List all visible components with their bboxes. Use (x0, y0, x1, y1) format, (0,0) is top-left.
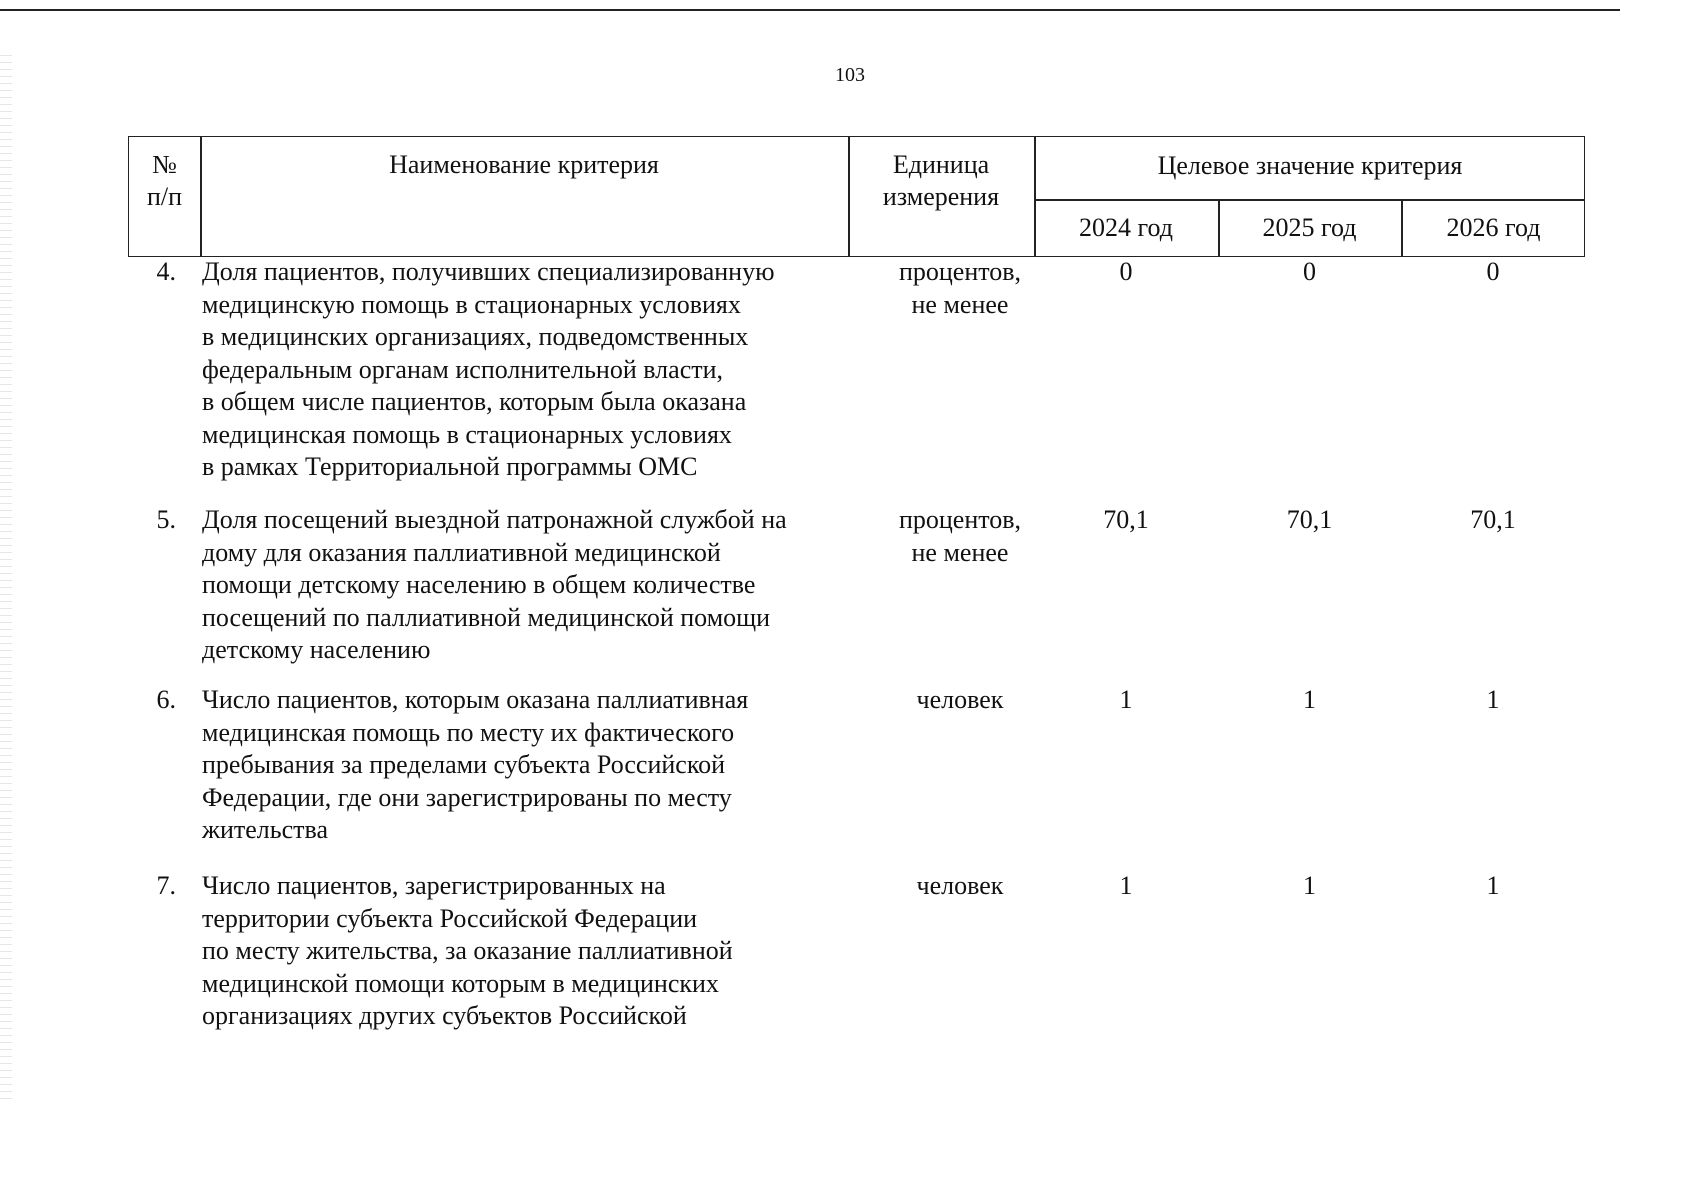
header-unit-line2: измерения (882, 182, 1000, 211)
row-number: 4. (156, 257, 176, 286)
row-value-2025: 0 (1303, 257, 1316, 286)
header-num (129, 149, 200, 213)
unit-line: процентов, (898, 257, 1022, 286)
row-value-2025: 1 (1303, 871, 1316, 900)
name-line: Число пациентов, зарегистрированных на (202, 871, 666, 900)
name-line: медицинская помощь в стационарных условиях (202, 419, 732, 449)
row-criterion-name (202, 256, 852, 484)
name-line: жительства (202, 815, 328, 844)
header-name: Наименование критерия (389, 150, 659, 179)
row-value-2024: 0 (1119, 257, 1133, 286)
name-line: территории субъекта Российской Федерации (202, 903, 698, 933)
header-year-2026: 2026 год (1446, 213, 1541, 242)
name-line: федеральным органам исполнительной власти, (202, 354, 724, 384)
name-line: в общем числе пациентов, которым была оказана (202, 387, 747, 416)
row-criterion-name (202, 504, 852, 667)
name-line: Доля пациентов, получивших специализированную (202, 257, 775, 286)
row-value-2025: 70,1 (1286, 505, 1333, 534)
scan-margin-specks (0, 55, 12, 1105)
header-subdivider (1034, 199, 1584, 201)
row-criterion-name (202, 684, 852, 847)
name-line: Доля посещений выездной патронажной службой на (202, 505, 787, 534)
row-number: 6. (156, 685, 176, 714)
name-line: по месту жительства, за оказание паллиативной (202, 936, 733, 965)
header-target: Целевое значение критерия (1157, 151, 1463, 180)
row-criterion-name (202, 870, 852, 1033)
name-line: посещений по паллиативной медицинской помощи (202, 602, 771, 632)
header-unit-line1: Единица (892, 150, 990, 179)
top-scan-rule (0, 9, 1620, 11)
header-num-line2: п/п (146, 182, 183, 211)
header-year-2024: 2024 год (1079, 213, 1173, 242)
unit-line: не менее (911, 537, 1009, 567)
row-value-2024: 1 (1119, 871, 1133, 900)
row-value-2025: 1 (1303, 685, 1316, 714)
name-line: медицинскую помощь в стационарных условиях (202, 289, 741, 319)
name-line: пребывания за пределами субъекта Российской (202, 750, 726, 779)
unit-line: не менее (911, 289, 1009, 319)
row-value-2024: 70,1 (1103, 505, 1149, 534)
name-line: медицинская помощь по месту их фактического (202, 717, 735, 747)
name-line: в рамках Территориальной программы ОМС (202, 452, 698, 481)
row-value-2026: 0 (1486, 257, 1500, 286)
header-year-2025: 2025 год (1262, 213, 1357, 242)
name-line: организациях других субъектов Российской (202, 1001, 687, 1030)
name-line: помощи детскому населению в общем количестве (202, 570, 756, 599)
unit-line: человек (916, 685, 1004, 714)
name-line: детскому населению (202, 635, 431, 664)
table-header (128, 136, 1585, 257)
page-number: 103 (835, 64, 865, 86)
row-number: 5. (156, 505, 176, 534)
name-line: медицинской помощи которым в медицинских (202, 968, 719, 998)
row-number: 7. (156, 871, 176, 900)
row-value-2026: 70,1 (1470, 505, 1516, 534)
unit-line: процентов, (898, 505, 1022, 534)
row-value-2026: 1 (1486, 871, 1500, 900)
header-num-line1: № (152, 150, 177, 179)
row-value-2024: 1 (1119, 685, 1133, 714)
header-unit (848, 149, 1034, 213)
name-line: дому для оказания паллиативной медицинской (202, 537, 721, 567)
row-value-2026: 1 (1486, 685, 1500, 714)
name-line: Федерации, где они зарегистрированы по месту (202, 782, 732, 812)
unit-line: человек (916, 871, 1004, 900)
name-line: в медицинских организациях, подведомственных (202, 322, 749, 351)
name-line: Число пациентов, которым оказана паллиативная (202, 685, 749, 714)
